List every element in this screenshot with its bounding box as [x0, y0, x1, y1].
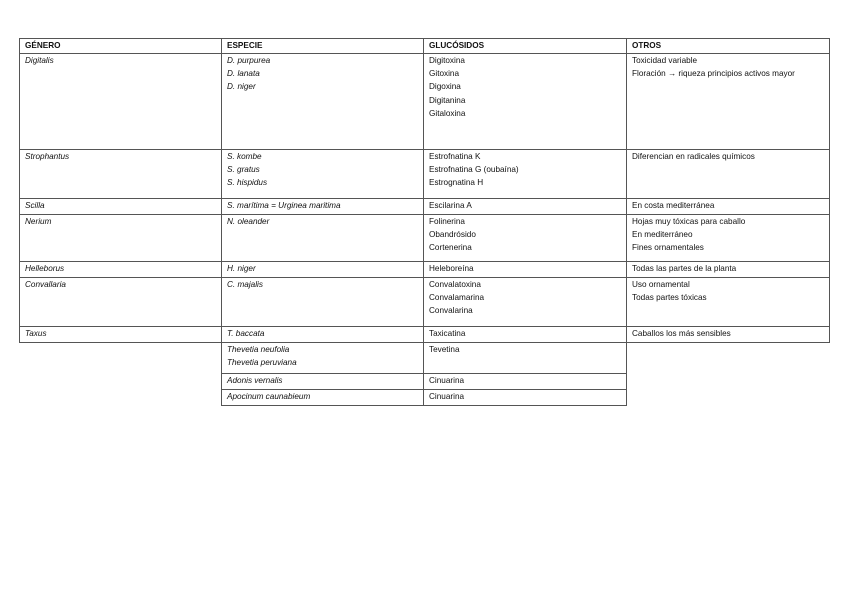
otros-text: Floración → riqueza principios activos mayor	[632, 69, 795, 79]
table-row	[20, 278, 830, 327]
glucosido-text: Convalatoxina	[429, 280, 481, 289]
otros-text: Toxicidad variable	[632, 56, 698, 65]
cell-otros	[627, 54, 830, 150]
cell-glucosidos	[424, 343, 627, 374]
cell-glucosidos	[424, 199, 627, 215]
glucosido-text: Estrofnatina K	[429, 152, 481, 161]
header-row	[20, 39, 830, 54]
especie-text: S. kombe	[227, 152, 262, 161]
cell-especie	[222, 278, 424, 327]
cell-especie	[222, 390, 424, 406]
otros-text: En mediterráneo	[632, 230, 693, 240]
otros-text: Fines ornamentales	[632, 243, 704, 253]
glucosido-text: Estrognatina H	[429, 178, 484, 188]
table-row	[20, 262, 830, 278]
especie-text: D. purpurea	[227, 56, 271, 65]
otros-text: Diferencian en radicales químicos	[632, 152, 755, 161]
glucosido-text: Digitanina	[429, 95, 466, 105]
genero-text: Scilla	[25, 201, 45, 210]
glucosido-text: Convalamarina	[429, 293, 485, 303]
cell-especie	[222, 374, 424, 390]
especie-text: Adonis vernalis	[227, 376, 283, 385]
glucosido-text: Estrofnatina G (oubaína)	[429, 165, 519, 175]
table-row	[20, 199, 830, 215]
genero-text: Helleborus	[25, 264, 65, 273]
especie-text: C. majalis	[227, 280, 263, 289]
cell-glucosidos	[424, 278, 627, 327]
especie-text: N. oleander	[227, 217, 270, 226]
header-otros: OTROS	[627, 39, 830, 54]
cell-genero	[20, 150, 222, 199]
otros-text: Caballos los más sensibles	[632, 329, 731, 338]
cell-especie	[222, 54, 424, 150]
cell-otros	[627, 327, 830, 343]
empty-cell	[627, 343, 830, 374]
especie-text: T. baccata	[227, 329, 265, 338]
especie-text: Thevetia neufolia	[227, 345, 290, 354]
genero-text: Strophantus	[25, 152, 70, 161]
cell-genero	[20, 199, 222, 215]
cell-glucosidos	[424, 327, 627, 343]
especie-text: D. niger	[227, 82, 256, 92]
glucosido-text: Tevetina	[429, 345, 460, 354]
cell-glucosidos	[424, 390, 627, 406]
table-row-extra	[20, 374, 830, 390]
glucosido-text: Cinuarina	[429, 376, 465, 385]
genero-text: Convallaria	[25, 280, 66, 289]
cell-glucosidos	[424, 374, 627, 390]
cell-especie	[222, 327, 424, 343]
cell-otros	[627, 262, 830, 278]
empty-cell	[20, 374, 222, 390]
cell-otros	[627, 150, 830, 199]
table-row	[20, 215, 830, 262]
table-row	[20, 327, 830, 343]
cell-otros	[627, 278, 830, 327]
glucosido-text: Convalarina	[429, 306, 473, 316]
header-especie: ESPECIE	[222, 39, 424, 54]
empty-cell	[627, 374, 830, 390]
cell-especie	[222, 343, 424, 374]
especie-text: H. niger	[227, 264, 256, 273]
genero-text: Taxus	[25, 329, 47, 338]
table-row-extra	[20, 390, 830, 406]
genero-text: Nerium	[25, 217, 52, 226]
otros-text: Hojas muy tóxicas para caballo	[632, 217, 746, 226]
cell-genero	[20, 278, 222, 327]
especie-text: D. lanata	[227, 69, 260, 79]
cell-genero	[20, 327, 222, 343]
table-row	[20, 54, 830, 150]
table-row-extra	[20, 343, 830, 374]
cell-glucosidos	[424, 262, 627, 278]
glucosido-text: Cinuarina	[429, 392, 465, 401]
especie-text: Thevetia peruviana	[227, 358, 297, 368]
glucosido-text: Obandrósido	[429, 230, 476, 240]
glucosido-text: Gitoxina	[429, 69, 460, 79]
cell-genero	[20, 262, 222, 278]
cell-especie	[222, 199, 424, 215]
header-genero: GÉNERO	[20, 39, 222, 54]
cell-genero	[20, 54, 222, 150]
glucosido-text: Taxicatina	[429, 329, 466, 338]
cell-genero	[20, 215, 222, 262]
table-row	[20, 150, 830, 199]
cell-glucosidos	[424, 150, 627, 199]
empty-cell	[20, 343, 222, 374]
glucosido-text: Cortenerina	[429, 243, 472, 253]
genero-text: Digitalis	[25, 56, 54, 65]
otros-text: En costa mediterránea	[632, 201, 715, 210]
empty-cell	[20, 390, 222, 406]
otros-text: Uso ornamental	[632, 280, 690, 289]
glucosido-text: Gitaloxina	[429, 108, 466, 118]
empty-cell	[627, 390, 830, 406]
cell-glucosidos	[424, 215, 627, 262]
cell-otros	[627, 215, 830, 262]
cell-otros	[627, 199, 830, 215]
especie-text: S. hispidus	[227, 178, 268, 188]
glycosides-table	[19, 38, 830, 406]
cell-especie	[222, 150, 424, 199]
cell-especie	[222, 262, 424, 278]
glucosido-text: Digitoxina	[429, 56, 465, 65]
glucosido-text: Folinerina	[429, 217, 465, 226]
glucosido-text: Heleboreína	[429, 264, 474, 273]
especie-text: Apocinum caunabieum	[227, 392, 311, 401]
especie-text: S. gratus	[227, 165, 260, 175]
especie-text: S. marítima = Urginea maritima	[227, 201, 341, 210]
cell-especie	[222, 215, 424, 262]
otros-text: Todas partes tóxicas	[632, 293, 707, 303]
header-glucosidos: GLUCÓSIDOS	[424, 39, 627, 54]
cell-glucosidos	[424, 54, 627, 150]
glucosido-text: Escilarina A	[429, 201, 472, 210]
otros-text: Todas las partes de la planta	[632, 264, 737, 273]
glucosido-text: Digoxina	[429, 82, 461, 92]
